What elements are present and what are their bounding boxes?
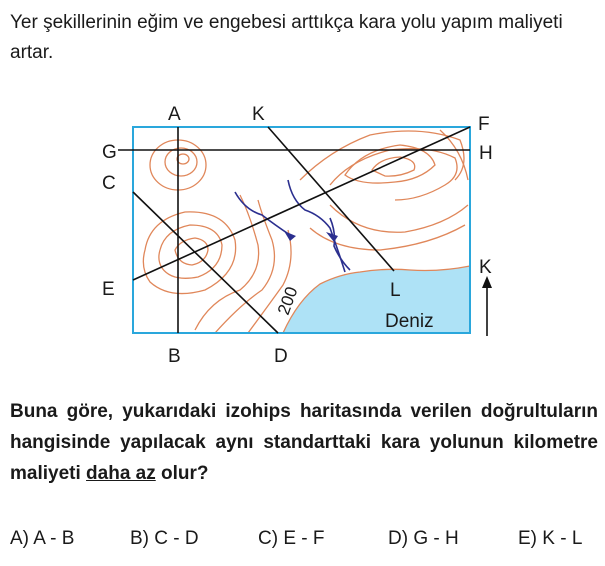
sea-area — [283, 266, 470, 333]
intro-text: Yer şekillerinin eğim ve engebesi arttıkça kara yolu yapım maliyeti artar. — [10, 12, 563, 63]
line-k-l — [268, 127, 394, 271]
option-e[interactable] — [518, 528, 582, 550]
label-a: A — [168, 104, 181, 125]
contour-value: 200 — [273, 284, 302, 318]
label-g: G — [102, 142, 117, 163]
label-k-right: K — [479, 257, 492, 278]
option-text: C - D — [154, 528, 199, 549]
label-b: B — [168, 346, 181, 367]
river-arrow — [284, 231, 296, 241]
label-l: L — [390, 280, 401, 301]
answer-options — [10, 528, 600, 558]
label-e: E — [102, 279, 115, 300]
question-part2: olur? — [155, 463, 209, 484]
option-letter: A) — [10, 528, 29, 549]
label-k-top: K — [252, 104, 265, 125]
option-letter: E) — [518, 528, 537, 549]
option-letter: C) — [258, 528, 279, 549]
label-h: H — [479, 143, 493, 164]
question-part1: Buna göre, yukarıdaki izohips haritasında verilen doğrultuların hangisinde yapılacak aynı standarttaki kara yolunun kilometre maliyeti — [10, 401, 598, 484]
label-c: C — [102, 173, 116, 194]
question-text — [10, 396, 598, 489]
option-b[interactable] — [130, 528, 199, 550]
option-text: E - F — [283, 528, 325, 549]
sea-label: Deniz — [385, 311, 434, 332]
option-letter: B) — [130, 528, 149, 549]
option-c[interactable] — [258, 528, 325, 550]
label-f: F — [478, 114, 490, 135]
option-a[interactable] — [10, 528, 74, 550]
option-letter: D) — [388, 528, 409, 549]
option-text: A - B — [33, 528, 75, 549]
option-text: G - H — [413, 528, 459, 549]
question-emphasis: daha az — [86, 463, 156, 484]
option-text: K - L — [542, 528, 583, 549]
option-d[interactable] — [388, 528, 459, 550]
label-d: D — [274, 346, 288, 367]
